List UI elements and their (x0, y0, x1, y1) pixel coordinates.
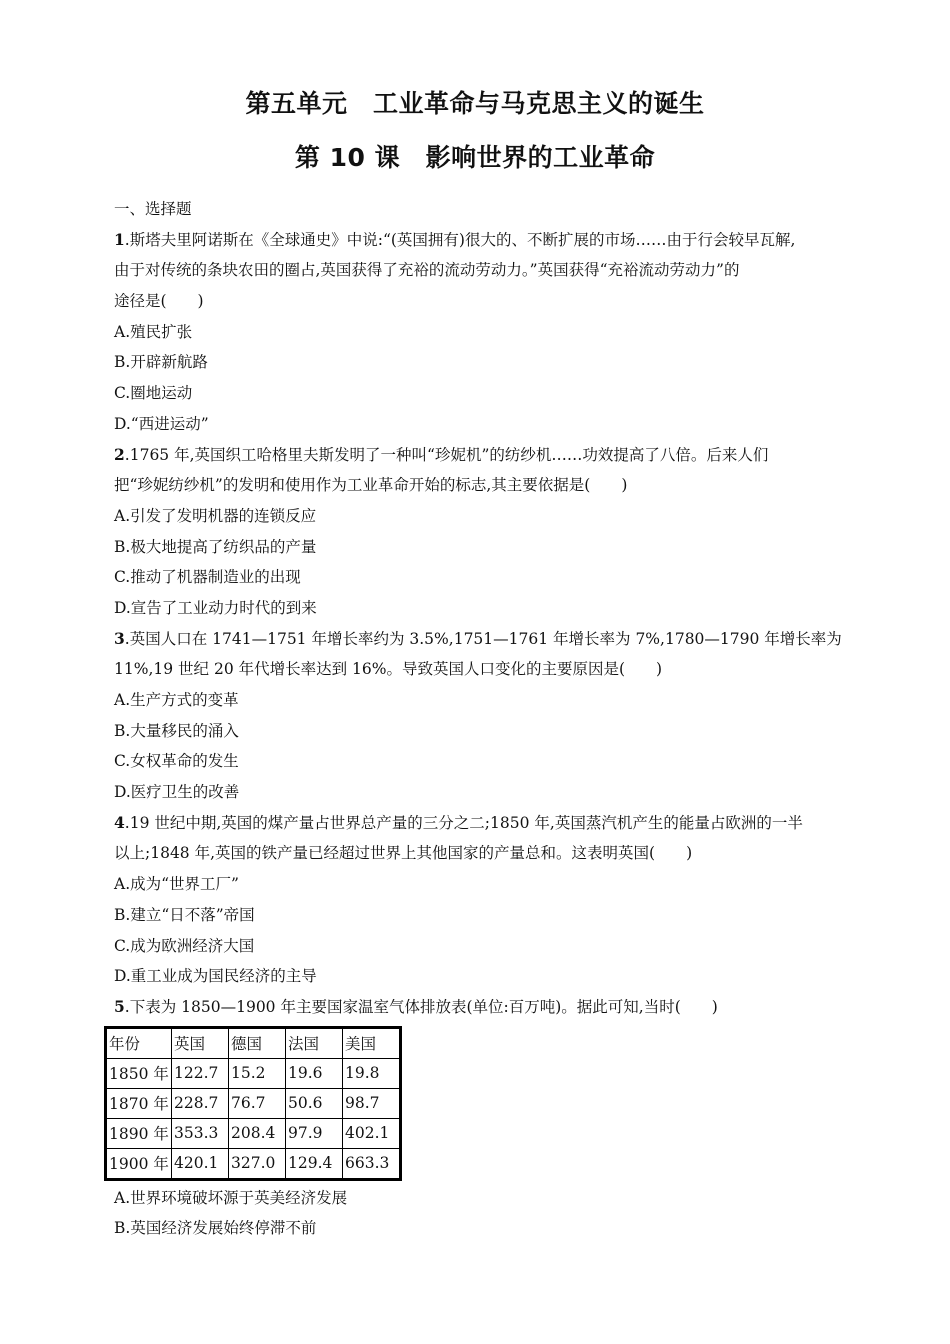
table-header-cell: 德国 (229, 1027, 286, 1058)
table-cell: 1870 年 (106, 1088, 172, 1118)
option-d[interactable]: D.“西进运动” (114, 414, 209, 433)
table-row (106, 1148, 401, 1179)
question-number: 1 (114, 229, 125, 249)
question-text: .19 世纪中期,英国的煤产量占世界总产量的三分之二;1850 年,英国蒸汽机产生的能量占欧洲的一半 (124, 813, 803, 832)
question-3 (114, 624, 844, 808)
option-a[interactable]: A.成为“世界工厂” (114, 875, 239, 894)
table-cell: 129.4 (286, 1148, 343, 1179)
section-heading: 一、选择题 (114, 200, 192, 218)
question-5 (109, 992, 844, 1244)
option-b[interactable]: B.开辟新航路 (114, 353, 208, 372)
option-c[interactable]: C.女权革命的发生 (114, 752, 239, 771)
option-b[interactable]: B.大量移民的涌入 (114, 721, 239, 740)
table-cell: 353.3 (172, 1118, 229, 1148)
option-c[interactable]: C.成为欧洲经济大国 (114, 936, 255, 955)
table-row (106, 1118, 401, 1148)
question-line: 由于对传统的条块农田的圈占,英国获得了充裕的流动劳动力。”英国获得“充裕流动劳动力”的 (114, 261, 740, 280)
question-line (114, 440, 844, 471)
option-b[interactable]: B.英国经济发展始终停滞不前 (114, 1219, 317, 1238)
unit-title: 第五单元 工业革命与马克思主义的诞生 (245, 89, 705, 118)
question-text: .下表为 1850—1900 年主要国家温室气体排放表(单位:百万吨)。据此可知,当时( ) (124, 997, 718, 1016)
question-line: 途径是( ) (114, 292, 204, 311)
table-cell: 1890 年 (106, 1118, 172, 1148)
table-cell: 1850 年 (106, 1058, 172, 1088)
question-4 (114, 808, 844, 992)
question-number: 2 (114, 444, 125, 464)
table-cell: 327.0 (229, 1148, 286, 1179)
table-cell: 98.7 (343, 1088, 401, 1118)
option-d[interactable]: D.宣告了工业动力时代的到来 (114, 598, 317, 617)
question-line (114, 624, 844, 655)
option-c[interactable]: C.推动了机器制造业的出现 (114, 568, 301, 587)
table-header-cell: 法国 (286, 1027, 343, 1058)
question-line: 把“珍妮纺纱机”的发明和使用作为工业革命开始的标志,其主要依据是( ) (114, 476, 628, 495)
table-cell: 420.1 (172, 1148, 229, 1179)
question-number: 4 (114, 812, 125, 832)
table-cell: 208.4 (229, 1118, 286, 1148)
option-a[interactable]: A.殖民扩张 (114, 322, 193, 341)
question-number: 5 (114, 996, 125, 1016)
option-a[interactable]: A.世界环境破坏源于英美经济发展 (114, 1188, 348, 1207)
table-cell: 122.7 (172, 1058, 229, 1088)
option-a[interactable]: A.生产方式的变革 (114, 691, 239, 709)
question-2 (114, 440, 844, 624)
option-b[interactable]: B.建立“日不落”帝国 (114, 905, 255, 924)
question-line: 以上;1848 年,英国的铁产量已经超过世界上其他国家的产量总和。这表明英国( ) (114, 844, 693, 863)
table-cell: 97.9 (286, 1118, 343, 1148)
table-row (106, 1088, 401, 1118)
table-cell: 402.1 (343, 1118, 401, 1148)
option-b[interactable]: B.极大地提高了纺织品的产量 (114, 537, 317, 556)
table-row (106, 1058, 401, 1088)
table-header-cell: 年份 (106, 1027, 172, 1058)
question-line (114, 225, 844, 256)
table-cell: 1900 年 (106, 1148, 172, 1179)
option-a[interactable]: A.引发了发明机器的连锁反应 (114, 506, 317, 525)
question-line (114, 992, 844, 1023)
question-line: 11%,19 世纪 20 年代增长率达到 16%。导致英国人口变化的主要原因是( ) (114, 660, 663, 679)
table-header-cell: 英国 (172, 1027, 229, 1058)
table-header-cell: 美国 (343, 1027, 401, 1058)
lesson-title: 第 10 课 影响世界的工业革命 (294, 143, 656, 172)
table-cell: 76.7 (229, 1088, 286, 1118)
table-header-row (106, 1027, 401, 1058)
option-d[interactable]: D.医疗卫生的改善 (114, 783, 240, 802)
question-number: 3 (114, 628, 125, 648)
question-text: .1765 年,英国织工哈格里夫斯发明了一种叫“珍妮机”的纺纱机……功效提高了八倍。后来人们 (124, 445, 769, 464)
emissions-table (104, 1026, 402, 1181)
option-d[interactable]: D.重工业成为国民经济的主导 (114, 967, 317, 986)
question-1 (114, 225, 844, 440)
table-cell: 50.6 (286, 1088, 343, 1118)
table-cell: 663.3 (343, 1148, 401, 1179)
table-cell: 228.7 (172, 1088, 229, 1118)
option-c[interactable]: C.圈地运动 (114, 384, 193, 403)
table-cell: 19.8 (343, 1058, 401, 1088)
question-line (114, 808, 844, 839)
table-cell: 15.2 (229, 1058, 286, 1088)
question-text: .英国人口在 1741—1751 年增长率约为 3.5%,1751—1761 年增长率为 7%,1780—1790 年增长率为 (124, 629, 842, 648)
question-content (109, 194, 844, 1244)
question-text: .斯塔夫里阿诺斯在《全球通史》中说:“(英国拥有)很大的、不断扩展的市场……由于行会较早瓦解, (124, 230, 796, 249)
table-cell: 19.6 (286, 1058, 343, 1088)
